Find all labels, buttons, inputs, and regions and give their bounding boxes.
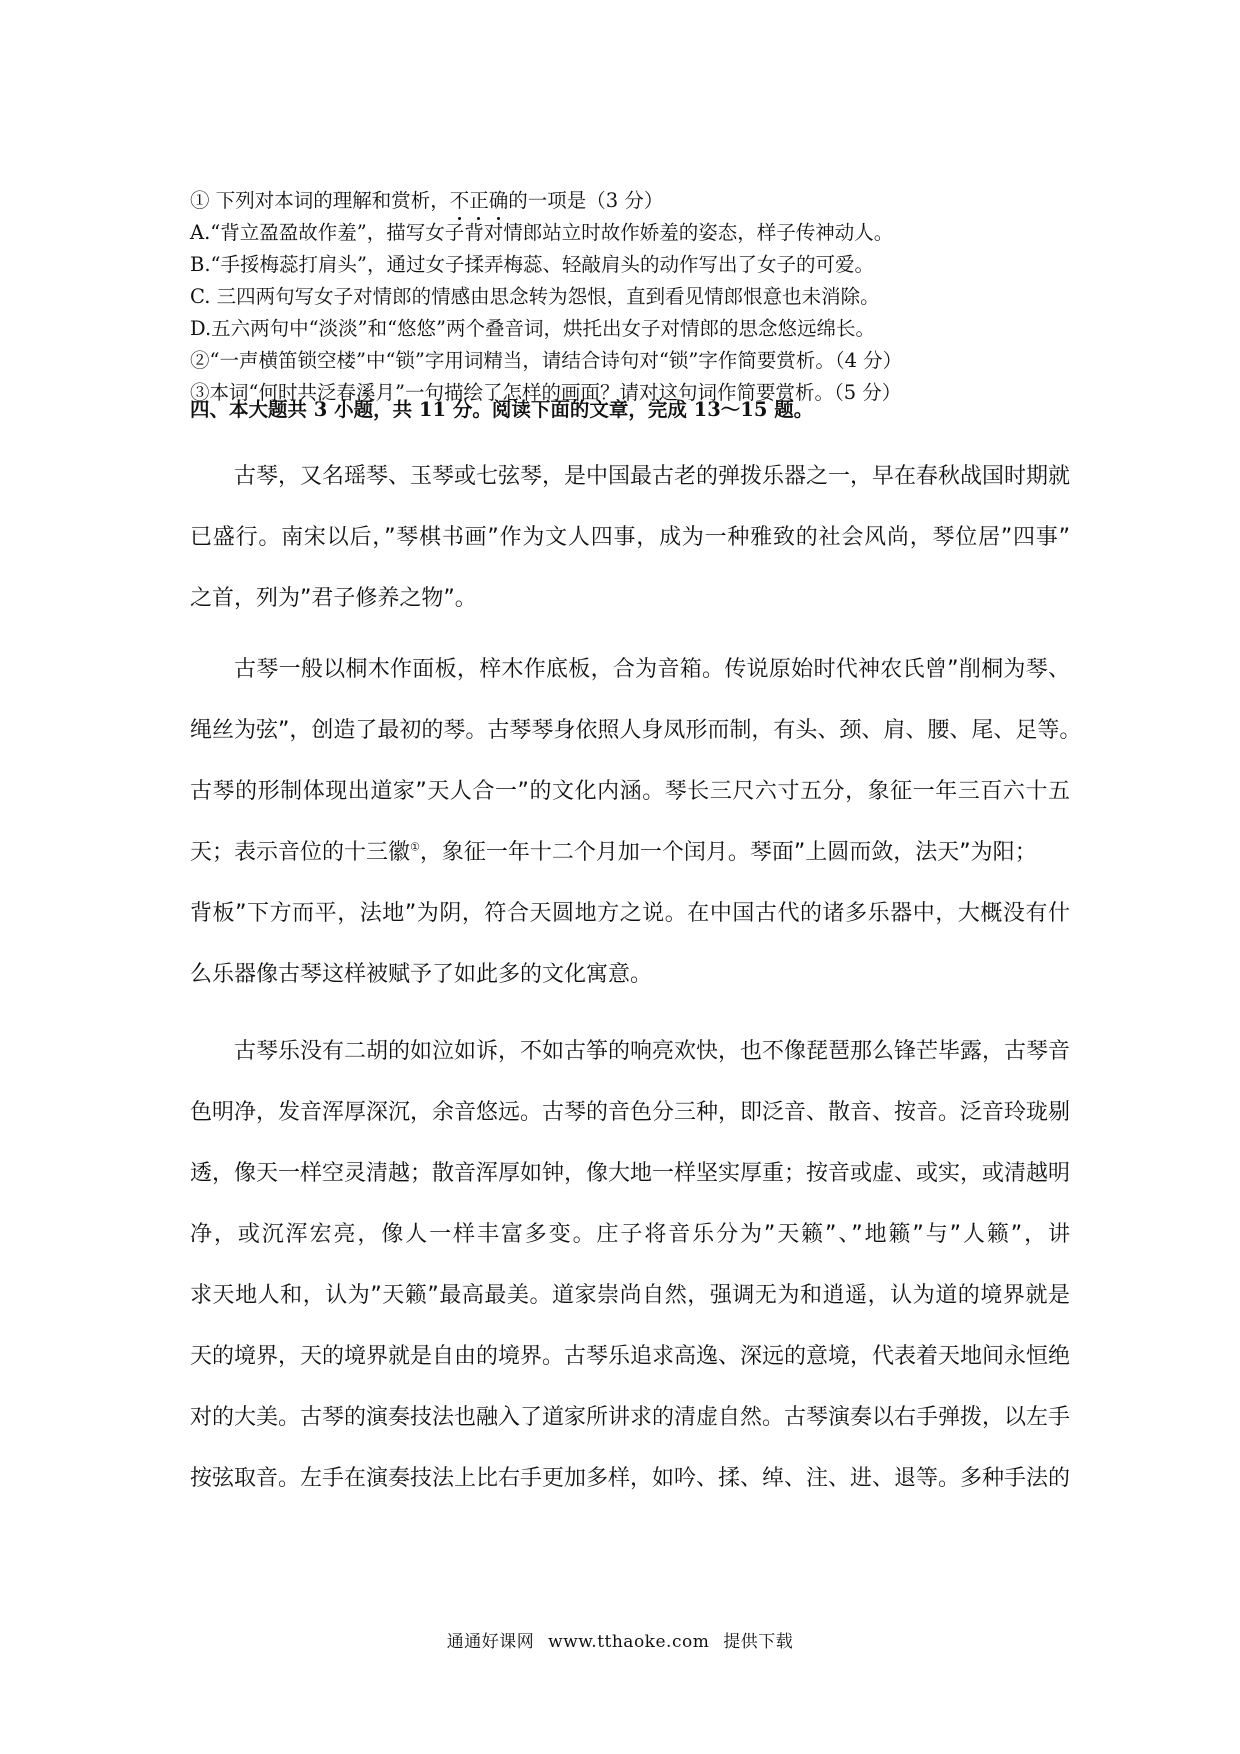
passage-line: 按弦取音。左手在演奏技法上比右手更加多样，如吟、揉、绰、注、进、退等。多种手法的 xyxy=(190,1466,1071,1491)
question-3: ③本词“何时共泛春溪月”一句描绘了怎样的画面？请对这句词作简要赏析。（5 分） xyxy=(190,381,902,404)
footer-url: www.tthaoke.com xyxy=(548,1632,710,1652)
reading-passage xyxy=(190,446,1082,1509)
passage-line: 背板”下方而平，法地”为阴，符合天圆地方之说。在中国古代的诸多乐器中，大概没有什 xyxy=(190,901,1070,926)
passage-line: 透，像天一样空灵清越；散音浑厚如钟，像大地一样坚实厚重；按音或虚、或实，或清越明 xyxy=(190,1161,1071,1186)
passage-line: 色明净，发音浑厚深沉，余音悠远。古琴的音色分三种，即泛音、散音、按音。泛音玲珑剔 xyxy=(190,1100,1071,1125)
page-footer xyxy=(0,1627,1240,1652)
passage-line: 古琴的形制体现出道家”天人合一”的文化内涵。琴长三尺六寸五分，象征一年三百六十五 xyxy=(190,779,1070,804)
question-1: ① 下列对本词的理解和赏析，不正确的一项是（3 分） xyxy=(190,185,1090,217)
option-c: C. 三四两句写女子对情郎的情感由思念转为怨恨，直到看见情郎恨意也未消除。 xyxy=(190,285,880,308)
question-block xyxy=(190,185,1090,409)
footer-action: 提供下载 xyxy=(723,1632,794,1652)
emphasis-char: 正 xyxy=(469,185,489,217)
passage-line: 之首，列为”君子修养之物”。 xyxy=(190,586,477,611)
passage-line: 对的大美。古琴的演奏技法也融入了道家所讲求的清虚自然。古琴演奏以右手弹拨，以左手 xyxy=(190,1405,1071,1430)
option-d: D.五六两句中“淡淡”和“悠悠”两个叠音词，烘托出女子对情郎的思念悠远绵长。 xyxy=(190,317,876,340)
footnote-marker: ① xyxy=(410,840,420,854)
passage-line: 古琴，又名瑶琴、玉琴或七弦琴，是中国最古老的弹拨乐器之一，早在春秋战国时期就 xyxy=(234,464,1071,489)
emphasis-char: 确 xyxy=(489,185,509,217)
passage-line: 古琴乐没有二胡的如泣如诉，不如古筝的响亮欢快，也不像琵琶那么锋芒毕露，古琴音 xyxy=(234,1039,1071,1064)
emphasis-char: 不 xyxy=(450,185,470,217)
option-b: B.“手挼梅蕊打肩头”，通过女子揉弄梅蕊、轻敲肩头的动作写出了女子的可爱。 xyxy=(190,253,874,276)
passage-line: 已盛行。南宋以后，”琴棋书画”作为文人四事，成为一种雅致的社会风尚，琴位居”四事” xyxy=(190,525,1070,550)
passage-line: 天；表示音位的十三徽①，象征一年十二个月加一个闰月。琴面”上圆而敛，法天”为阳； xyxy=(190,840,1037,865)
question-2: ②“一声横笛锁空楼”中“锁”字用词精当，请结合诗句对“锁”字作简要赏析。（4 分） xyxy=(190,349,903,372)
passage-line: 求天地人和，认为”天籁”最高最美。道家崇尚自然，强调无为和逍遥，认为道的境界就是 xyxy=(190,1283,1070,1308)
passage-line: 古琴一般以桐木作面板，梓木作底板，合为音箱。传说原始时代神农氏曾”削桐为琴、 xyxy=(234,657,1070,682)
option-a: A.“背立盈盈故作羞”，描写女子背对情郎站立时故作娇羞的姿态，样子传神动人。 xyxy=(190,221,894,244)
passage-line: 么乐器像古琴这样被赋予了如此多的文化寓意。 xyxy=(190,962,653,987)
footer-site-name: 通通好课网 xyxy=(446,1632,535,1652)
section-heading: 四、本大题共 3 小题，共 11 分。阅读下面的文章，完成 13～15 题。 xyxy=(190,398,814,421)
passage-line: 净，或沉浑宏亮，像人一样丰富多变。庄子将音乐分为”天籁”、”地籁”与”人籁”，讲 xyxy=(190,1222,1070,1247)
passage-line: 天的境界，天的境界就是自由的境界。古琴乐追求高逸、深远的意境，代表着天地间永恒绝 xyxy=(190,1344,1071,1369)
passage-line: 绳丝为弦”，创造了最初的琴。古琴琴身依照人身凤形而制，有头、颈、肩、腰、尾、足等。 xyxy=(190,718,1082,743)
